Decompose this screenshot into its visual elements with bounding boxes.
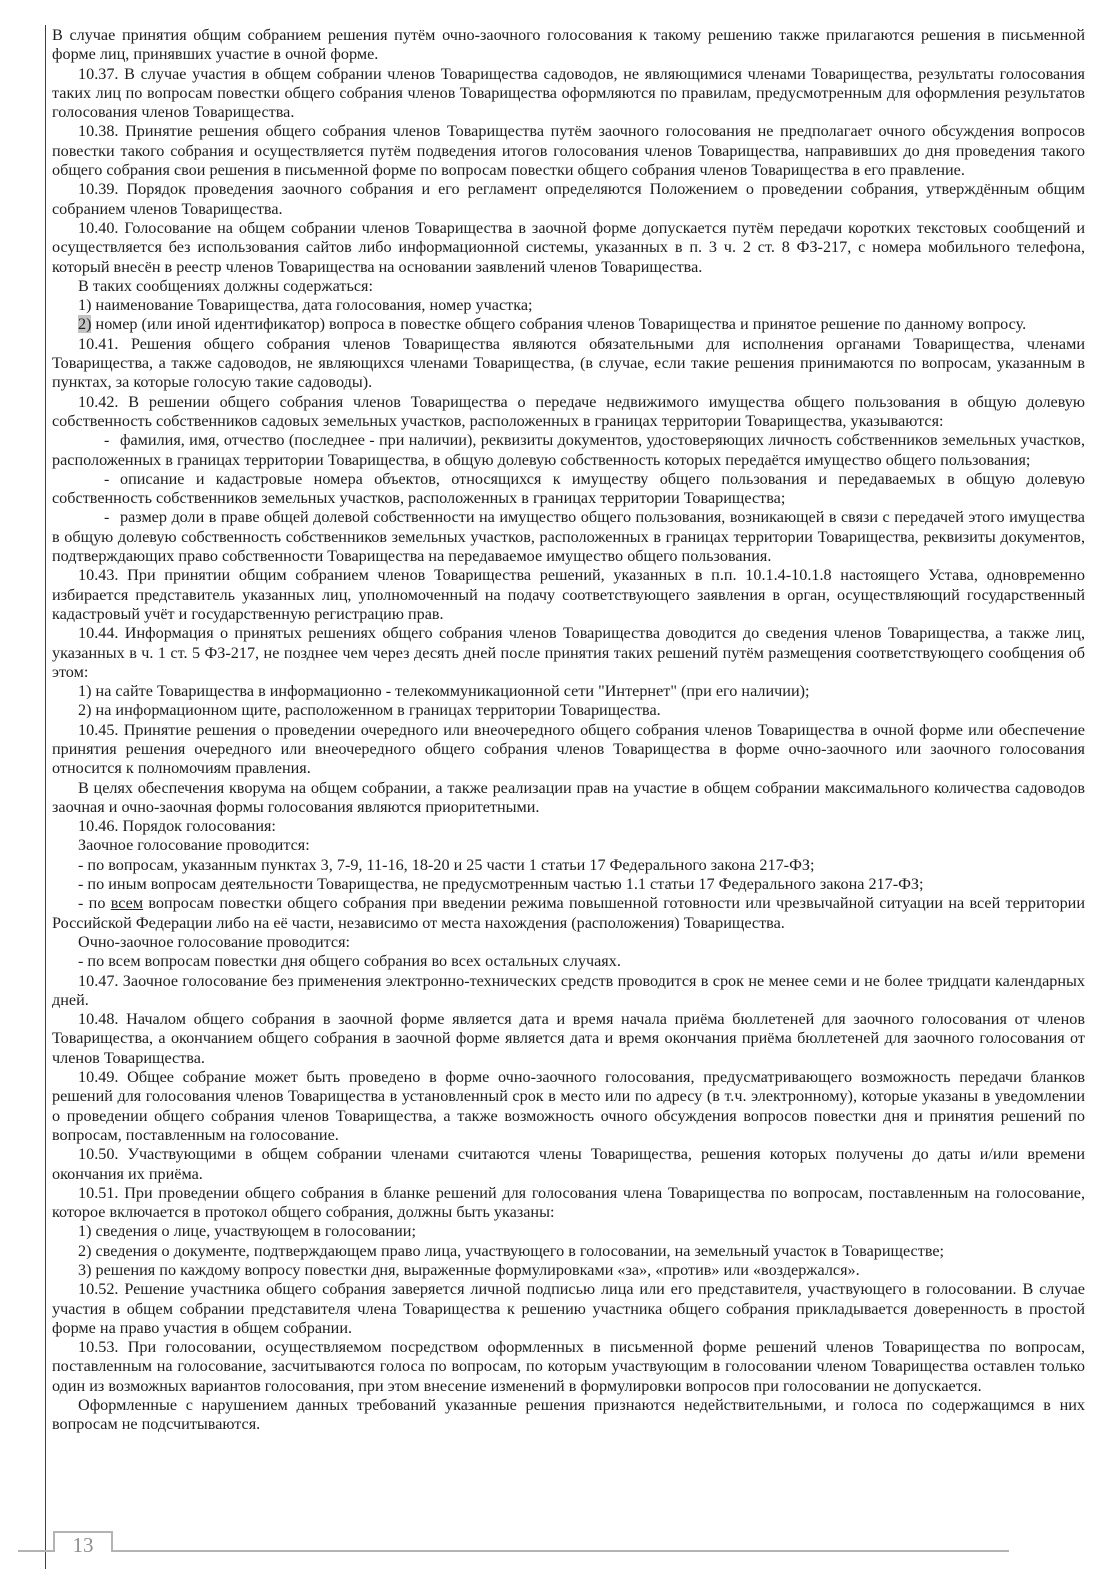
document-body [52,26,1085,1435]
paragraph: В таких сообщениях должны содержаться: [78,276,373,295]
dash-marker: - [104,431,110,450]
paragraph: - по всем вопросам повестки общего собрания при введении режима повышенной готовности или чрезвычайной ситуации на всей территории Российской Федерации либо на её части, независимо от места нахождения (расположения) Товарищества. [52,894,1085,932]
highlight-text: 2) [78,315,92,334]
paragraph: - размер доли в праве общей долевой собственности на имущество общего пользования, возникающей в связи с передачей этого имущества в общую долевую собственность собственников земельных участков, расположенных в границах территории Товарищества, реквизиты документов, подтверждающих право собственности Товарищества на передаваемое имущество общего пользования. [52,508,1085,566]
paragraph: 10.37. В случае участия в общем собрании членов Товарищества садоводов, не являющимися членами Товарищества, результаты голосования таких лиц по вопросам повестки общего собрания членов Товарищества оформляются по правилам, предусмотренным для оформления результатов голосования членов Товарищества. [52,64,1085,122]
paragraph: 10.49. Общее собрание может быть проведено в форме очно-заочного голосования, предусматривающего возможность передачи бланков решений для голосования членов Товарищества в установленный срок в место или по адресу (в т.ч. электронному), которые указаны в уведомлении о проведении общего собрания членов Товарищества, а также возможность очного обсуждения вопросов повестки дня и принятия решений по вопросам, поставленным на голосование. [52,1068,1085,1144]
paragraph: 10.52. Решение участника общего собрания заверяется личной подписью лица или его представителя, участвующего в голосовании. В случае участия в общем собрании представителя члена Товарищества к решению участника общего собрания прикладывается доверенность в простой форме на право участия в общем собрании. [52,1280,1085,1337]
paragraph: 10.41. Решения общего собрания членов Товарищества являются обязательными для исполнения органами Товарищества, членами Товарищества, а также садоводов, не являющихся членами Товарищества, (в случае, если такие решения принимаются по вопросам, указанным в пунктах, за которые голосую такие садоводы). [52,334,1085,392]
dash-marker: - [104,508,110,527]
paragraph: - по вопросам, указанным пунктах 3, 7-9, 11-16, 18-20 и 25 части 1 статьи 17 Федерального закона 217-ФЗ; [78,855,815,874]
paragraph: 10.50. Участвующими в общем собрании членами считаются члены Товарищества, решения которых получены до даты и/или времени окончания их приёма. [52,1145,1085,1183]
left-margin-rule [45,25,46,1569]
page-number: 13 [72,1533,94,1557]
paragraph: 10.46. Порядок голосования: [78,817,276,836]
paragraph: 2) сведения о документе, подтверждающем право лица, участвующего в голосовании, на земельный участок в Товариществе; [78,1241,945,1260]
paragraph: 10.51. При проведении общего собрания в бланке решений для голосования члена Товарищества по вопросам, поставленным на голосование, которое включается в протокол общего собрания, должны быть указаны: [52,1183,1085,1222]
paragraph: В целях обеспечения кворума на общем собрании, а также реализации прав на участие в общем собрании максимального количества садоводов заочная и очно-заочная формы голосования являются приоритетными. [52,778,1085,816]
paragraph: 3) решения по каждому вопросу повестки дня, выраженные формулировками «за», «против» или «воздержался». [78,1261,860,1279]
paragraph: 10.48. Началом общего собрания в заочной форме является дата и время начала приёма бюллетеней для заочного голосования от членов Товарищества, а окончанием общего собрания в заочной форме является дата и время окончания приёма бюллетеней для заочного голосования от членов Товарищества. [52,1010,1085,1067]
dash-marker: - [104,469,110,488]
paragraph: Очно-заочное голосование проводится: [78,932,351,951]
paragraph: Заочное голосование проводится: [78,836,310,855]
paragraph: 2) номер (или иной идентификатор) вопроса в повестке общего собрания членов Товарищества и принятое решение по данному вопросу. [78,315,1027,334]
paragraph: 10.39. Порядок проведения заочного собрания и его регламент определяются Положением о проведении собрания, утверждённым общим собранием членов Товарищества. [52,180,1085,218]
paragraph: 10.45. Принятие решения о проведении очередного или внеочередного общего собрания членов Товарищества в очной форме или обеспечение принятия решения очередного или внеочередного общего собрания членов Товарищества в форме очно-заочного или заочного голосования относится к полномочиям правления. [52,720,1085,778]
paragraph: - описание и кадастровые номера объектов, относящихся к имуществу общего пользования и передаваемых в общую долевую собственность собственников земельных участков, расположенных в границах территории Товарищества; [52,469,1085,508]
paragraph: В случае принятия общим собранием решения путём очно-заочного голосования к такому решению также прилагаются решения в письменной форме лиц, принявших участие в очной форме. [52,26,1085,64]
footer-rule-left [18,1550,53,1552]
paragraph: - фамилия, имя, отчество (последнее - при наличии), реквизиты документов, удостоверяющих личность собственников земельных участков, расположенных в границах территории Товарищества, в общую долевую собственность которых передаётся имущество общего пользования; [52,431,1085,469]
paragraph: 10.47. Заочное голосование без применения электронно-технических средств проводится в срок не менее семи и не более тридцати календарных дней. [52,971,1085,1009]
paragraph: 10.40. Голосование на общем собрании членов Товарищества в заочной форме допускается путём передачи коротких текстовых сообщений и осуществляется без использования сайтов либо информационной системы, указанных в п. 3 ч. 2 ст. 8 ФЗ-217, с номера мобильного телефона, который внесён в реестр членов Товарищества на основании заявлений членов Товарищества. [52,218,1085,276]
paragraph: 10.44. Информация о принятых решениях общего собрания членов Товарищества доводится до сведения членов Товарищества, а также лиц, указанных в ч. 1 ст. 5 ФЗ-217, не позднее чем через десять дней после принятия таких решений путём размещения соответствующего сообщения об этом: [52,624,1085,681]
paragraph: 10.42. В решении общего собрания членов Товарищества о передаче недвижимого имущества общего пользования в общую долевую собственность собственников садовых земельных участков, расположенных в границах территории Товарищества, указываются: [52,392,1085,430]
paragraph: - по иным вопросам деятельности Товарищества, не предусмотренным частью 1.1 статьи 17 Федерального закона 217-ФЗ; [78,875,924,894]
paragraph: 10.38. Принятие решения общего собрания членов Товарищества путём заочного голосования не предполагает очного обсуждения вопросов повестки такого собрания и осуществляется путём подведения итогов голосования членов Товарищества, направивших до дня проведения такого общего собрания свои решения в письменной форме по вопросам повестки общего собрания членов Товарищества в его правление. [52,122,1085,180]
paragraph: Оформленные с нарушением данных требований указанные решения признаются недействительными, и голоса по содержащимся в них вопросам не подсчитываются. [52,1396,1085,1434]
underline-text: всем [110,894,144,913]
paragraph: - по всем вопросам повестки дня общего собрания во всех остальных случаях. [78,952,621,971]
paragraph: 1) наименование Товарищества, дата голосования, номер участка; [78,296,533,315]
paragraph: 1) сведения о лице, участвующем в голосовании; [78,1222,416,1241]
paragraph: 1) на сайте Товарищества в информационно - телекоммуникационной сети "Интернет" (при его наличии); [78,682,810,701]
paragraph: 2) на информационном щите, расположенном в границах территории Товарищества. [78,701,661,720]
footer-rule-right [113,1550,1009,1552]
paragraph: 10.53. При голосовании, осуществляемом посредством оформленных в письменной форме решений членов Товарищества по вопросам, поставленным на голосование, засчитываются голоса по вопросам, по которым участвующим в голосовании членом Товарищества оставлен только один из возможных вариантов голосования, при этом внесение изменений в формулировки вопросов при голосовании не допускается. [52,1338,1085,1395]
page-number-box [53,1531,113,1557]
paragraph: 10.43. При принятии общим собранием членов Товарищества решений, указанных в п.п. 10.1.4-10.1.8 настоящего Устава, одновременно избирается представитель указанных лиц, уполномоченный на подачу соответствующего заявления в орган, осуществляющий государственный кадастровый учёт и государственную регистрацию прав. [52,566,1085,623]
